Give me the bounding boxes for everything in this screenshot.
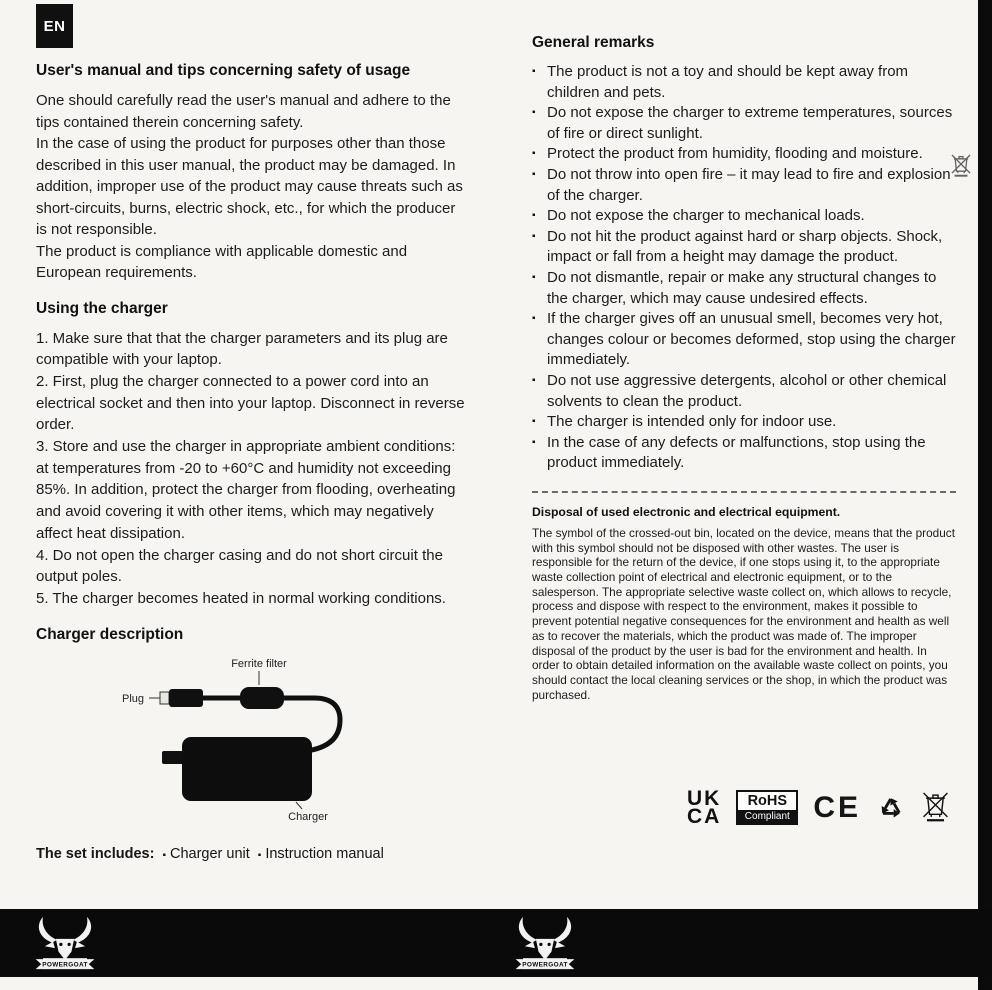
list-item-text: Do not expose the charger to mechanical loads. <box>547 207 865 225</box>
powergoat-logo <box>32 915 98 972</box>
set-includes-label: The set includes: <box>36 845 155 862</box>
list-item-text: Do not use aggressive detergents, alcohol or other chemical solvents to clean the product. <box>547 371 947 410</box>
brand-name: POWERGOAT <box>522 961 568 969</box>
list-item-text: Do not expose the charger to extreme temperatures, sources of fire or direct sunlight. <box>547 104 953 142</box>
dashed-divider <box>532 491 956 493</box>
bullet-icon: ▪ <box>532 148 536 160</box>
goat-face <box>56 939 74 960</box>
goat-horn-left <box>519 917 537 943</box>
disposal-heading: Disposal of used electronic and electrical equipment. <box>532 504 841 519</box>
list-item <box>532 206 956 227</box>
goat-ear-right <box>555 942 565 948</box>
bullet-icon: ▪ <box>532 271 536 283</box>
list-item-text: In the case of any defects or malfunctions, stop using the product immediately. <box>547 433 926 472</box>
goat-eye <box>67 943 70 946</box>
language-badge-label: EN <box>43 17 66 35</box>
ukca-mark <box>686 787 722 828</box>
step: 1. Make sure that that the charger parameters and its plug are compatible with your laptop. <box>36 329 448 369</box>
bullet-icon: ▪ <box>532 168 536 180</box>
footer-bar <box>0 909 992 977</box>
powergoat-logo <box>512 915 578 972</box>
list-item <box>532 165 956 206</box>
compliance-marks <box>532 787 956 828</box>
charger-body-shape <box>182 737 312 801</box>
step: 5. The charger becomes heated in normal working conditions. <box>36 589 446 607</box>
safety-text <box>36 90 468 284</box>
charger-label: Charger <box>288 810 328 823</box>
brand-name: POWERGOAT <box>42 961 88 969</box>
list-item <box>532 371 956 412</box>
goat-eye <box>539 943 542 946</box>
goat-eye <box>59 943 62 946</box>
bullet-icon: ▪ <box>532 374 536 386</box>
list-item-text: The product is not a toy and should be kept away from children and pets. <box>547 63 909 101</box>
left-column <box>36 62 468 862</box>
paragraph: The product is compliance with applicable domestic and European requirements. <box>36 242 408 281</box>
general-remarks-list <box>532 62 956 474</box>
list-item <box>532 268 956 309</box>
bullet-icon: ▪ <box>532 107 536 119</box>
goat-ear-right <box>75 942 85 948</box>
list-item <box>532 144 956 165</box>
plug-tip-shape <box>160 692 169 704</box>
list-item-text: Do not dismantle, repair or make any structural changes to the charger, which may cause undesired effects. <box>547 268 937 307</box>
bullet-icon: ▪ <box>532 313 536 325</box>
bullet-icon: ▪ <box>532 230 536 242</box>
list-item <box>532 433 956 474</box>
rohs-badge <box>736 790 798 825</box>
goat-horn-left <box>39 917 57 943</box>
set-includes-item: Charger unit <box>170 845 250 862</box>
list-item-text: Protect the product from humidity, flooding and moisture. <box>547 145 923 163</box>
bullet-icon: ▪ <box>532 210 536 222</box>
charger-diagram <box>36 654 466 826</box>
weee-bin-icon <box>921 790 950 825</box>
list-item <box>532 62 956 103</box>
list-item-text: The charger is intended only for indoor use. <box>547 413 837 431</box>
list-item <box>532 103 956 144</box>
ce-mark: CE <box>813 790 861 824</box>
ukca-line1: UK <box>686 787 722 811</box>
list-item-text: Do not throw into open fire – it may lead to fire and explosion of the charger. <box>547 165 951 204</box>
bullet-icon: ▪ <box>532 436 536 448</box>
plug-barrel-shape <box>169 689 203 707</box>
recycle-icon <box>876 793 906 823</box>
list-item <box>532 227 956 268</box>
right-column <box>532 34 956 828</box>
goat-horn-right <box>73 917 91 943</box>
bullet-icon: ▪ <box>257 849 262 861</box>
goat-eye <box>547 943 550 946</box>
goat-face <box>536 939 554 960</box>
language-badge <box>36 4 73 48</box>
list-item-text: Do not hit the product against hard or sharp objects. Shock, impact or fall from a height may damage the product. <box>547 227 943 266</box>
rohs-subtitle: Compliant <box>738 810 796 823</box>
safety-heading: User's manual and tips concerning safety of usage <box>36 62 411 79</box>
bullet-icon: ▪ <box>532 66 536 77</box>
disposal-text: The symbol of the crossed-out bin, located on the device, means that the product with this symbol should not be disposed with other wastes. The user is responsible for the return of the device, if one stops using it, to the appropriate waste collection point of electrical and electronic equipment, or to the salesperson. The appropriate selective waste collect on, which allows to recycle, process and dispose with respect to the environment, makes it possible to prevent potential negative consequences for the environment and health as well as to recover the materials, which the product was made of. The improper disposal of the product by the user is bad for the environment and health. In order to obtain detailed information on the available waste collect on points, you should contact the local cleaning services or the shop, in which the product was purchased. <box>532 525 955 702</box>
set-includes-line <box>36 846 468 862</box>
charger-leader-line <box>296 802 302 809</box>
goat-horn-right <box>553 917 571 943</box>
general-remarks-heading: General remarks <box>532 34 655 51</box>
using-charger-steps <box>36 328 468 610</box>
using-charger-heading: Using the charger <box>36 299 168 317</box>
charger-description-heading: Charger description <box>36 625 184 643</box>
step: 3. Store and use the charger in appropriate ambient conditions: at temperatures from -20 to +60°C and humidity not exceeding 85%. In addition, protect the charger from flooding, overheating and avoid covering it with other items, which may negatively affect heat dissipation. <box>36 438 456 542</box>
goat-ear-left <box>45 942 55 948</box>
list-item <box>532 412 956 433</box>
ferrite-filter-shape <box>240 687 284 709</box>
plug-label: Plug <box>122 692 145 705</box>
step: 4. Do not open the charger casing and do not short circuit the output poles. <box>36 546 443 586</box>
page-edge-strip <box>978 0 992 990</box>
step: 2. First, plug the charger connected to a power cord into an electrical socket and then into your laptop. Disconnect in reverse order. <box>36 372 465 434</box>
set-includes-item: Instruction manual <box>265 845 384 862</box>
bullet-icon: ▪ <box>532 416 536 428</box>
paragraph: One should carefully read the user's manual and adhere to the tips contained therein concerning safety. <box>36 92 451 131</box>
rohs-name: RoHS <box>747 793 788 810</box>
list-item <box>532 309 956 371</box>
ferrite-filter-label: Ferrite filter <box>231 657 287 670</box>
dc-connector-shape <box>162 751 184 764</box>
list-item-text: If the charger gives off an unusual smell, becomes very hot, changes colour or becomes deformed, stop using the charger immediately. <box>547 310 956 369</box>
bullet-icon: ▪ <box>162 849 166 861</box>
disposal-section <box>532 505 956 702</box>
paragraph: In the case of using the product for purposes other than those described in this user manual, the product may be damaged. In addition, improper use of the product may cause threats such as short-circuits, burns, electric shock, etc., for which the producer is not responsible. <box>36 135 463 238</box>
goat-ear-left <box>525 942 535 948</box>
ukca-line2: CA <box>686 804 722 828</box>
